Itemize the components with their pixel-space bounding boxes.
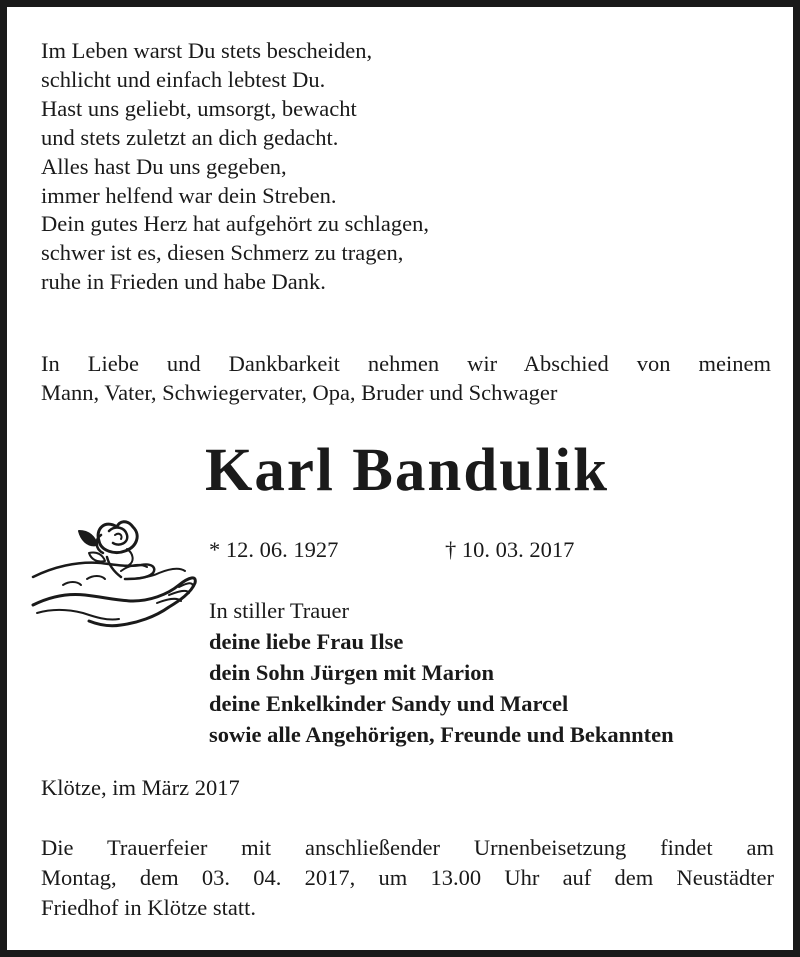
funeral-line: Die Trauerfeier mit anschließender Urnenbeisetzung findet am [41,835,774,860]
mourner-line: sowie alle Angehörigen, Freunde und Bekannten [209,722,674,747]
funeral-line: Friedhof in Klötze statt. [41,895,256,920]
poem-line: schlicht und einfach lebtest Du. [41,66,326,92]
poem [41,37,761,297]
mourner-line: deine liebe Frau Ilse [209,629,404,654]
funeral-details [41,833,774,923]
intro-line: In Liebe und Dankbarkeit nehmen wir Abschied von meinem [41,351,771,376]
mourner-line: dein Sohn Jürgen mit Marion [209,660,495,685]
intro-line: Mann, Vater, Schwiegervater, Opa, Bruder und Schwager [41,380,558,405]
funeral-line: Montag, dem 03. 04. 2017, um 13.00 Uhr auf dem Neustädter [41,865,774,890]
place-and-date: Klötze, im März 2017 [41,775,240,800]
deceased-name: Karl Bandulik [204,437,609,504]
mourners-list [209,595,674,750]
poem-line: Hast uns geliebt, umsorgt, bewacht [41,95,357,121]
poem-line: ruhe in Frieden und habe Dank. [41,269,326,295]
poem-line: schwer ist es, diesen Schmerz zu tragen, [41,240,404,266]
birth-date: * 12. 06. 1927 [209,537,339,562]
poem-line: immer helfend war dein Streben. [41,182,337,208]
hands-holding-rose-icon [29,505,199,645]
death-date: † 10. 03. 2017 [445,537,575,562]
mourners-heading: In stiller Trauer [209,598,349,623]
poem-line: Dein gutes Herz hat aufgehört zu schlagen, [41,211,429,237]
farewell-intro [41,349,771,407]
poem-line: Alles hast Du uns gegeben, [41,153,287,179]
poem-line: und stets zuletzt an dich gedacht. [41,124,339,150]
poem-line: Im Leben warst Du stets bescheiden, [41,38,373,63]
mourner-line: deine Enkelkinder Sandy und Marcel [209,691,569,716]
